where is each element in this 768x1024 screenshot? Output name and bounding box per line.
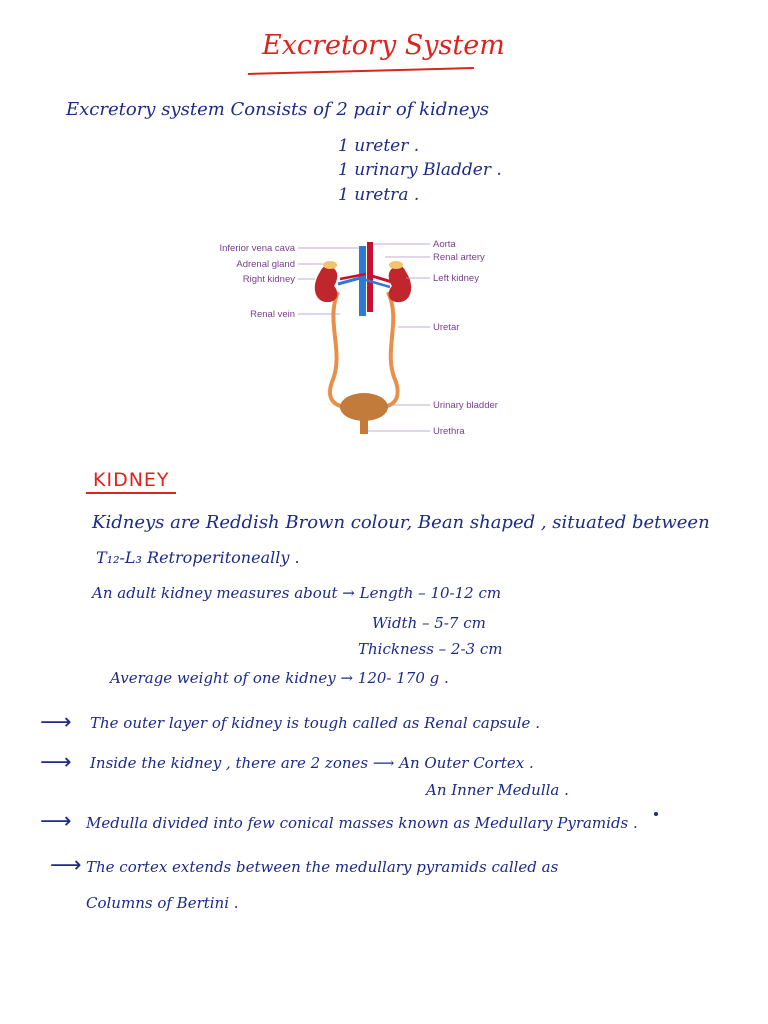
arrow-icon: ⟶ [40, 710, 72, 735]
organ-uretra: 1 uretra . [338, 185, 420, 205]
kidney-length: An adult kidney measures about → Length – 10-12 cm [92, 584, 502, 602]
urethra-shape [360, 418, 368, 434]
arrow-icon: ⟶ [40, 750, 72, 775]
intro-line: Excretory system Consists of 2 pair of kidneys [66, 99, 489, 120]
label-renal-artery: Renal artery [433, 252, 485, 263]
right-adrenal-shape [323, 261, 337, 269]
excretory-system-diagram [200, 232, 520, 446]
point-inner-medulla: An Inner Medulla . [426, 781, 569, 799]
label-aorta: Aorta [433, 239, 456, 250]
page-title: Excretory System [262, 30, 505, 61]
label-uretar: Uretar [433, 322, 460, 333]
kidney-description: Kidneys are Reddish Brown colour, Bean shaped , situated between [92, 512, 710, 533]
point-cortex-extends: The cortex extends between the medullary pyramids called as [86, 858, 559, 876]
left-kidney-shape [389, 266, 411, 302]
point-zones: Inside the kidney , there are 2 zones ⟶ An Outer Cortex . [90, 754, 534, 772]
right-ureter [330, 292, 348, 407]
label-adrenal-gland: Adrenal gland [236, 259, 295, 270]
label-right-kidney: Right kidney [242, 274, 295, 285]
kidney-heading-underline [86, 492, 176, 494]
section-heading-kidney: KIDNEY [93, 469, 170, 491]
left-ureter [380, 292, 398, 407]
vena-cava-shape [359, 246, 366, 316]
arrow-icon: ⟶ [40, 809, 72, 834]
organ-ureter: 1 ureter . [338, 136, 420, 156]
kidney-location: T₁₂-L₃ Retroperitoneally . [96, 548, 300, 567]
label-urinary-bladder: Urinary bladder [433, 400, 498, 411]
arrow-icon: ⟶ [50, 853, 82, 878]
left-adrenal-shape [389, 261, 403, 269]
ink-dot [654, 812, 658, 816]
kidney-thickness: Thickness – 2-3 cm [358, 640, 503, 658]
point-medullary-pyramids: Medulla divided into few conical masses known as Medullary Pyramids . [86, 814, 638, 832]
kidney-weight: Average weight of one kidney → 120- 170 g . [110, 669, 449, 687]
point-renal-capsule: The outer layer of kidney is tough called as Renal capsule . [90, 714, 540, 732]
title-underline [248, 67, 474, 75]
label-urethra: Urethra [433, 426, 465, 437]
point-columns-of-bertini: Columns of Bertini . [86, 894, 239, 912]
label-renal-vein: Renal vein [250, 309, 295, 320]
label-inferior-vena-cava: Inferior vena cava [219, 243, 295, 254]
right-kidney-shape [315, 266, 337, 302]
urinary-bladder-shape [340, 393, 388, 421]
kidney-width: Width – 5-7 cm [372, 614, 486, 632]
organ-bladder: 1 urinary Bladder . [338, 160, 502, 180]
label-left-kidney: Left kidney [433, 273, 479, 284]
